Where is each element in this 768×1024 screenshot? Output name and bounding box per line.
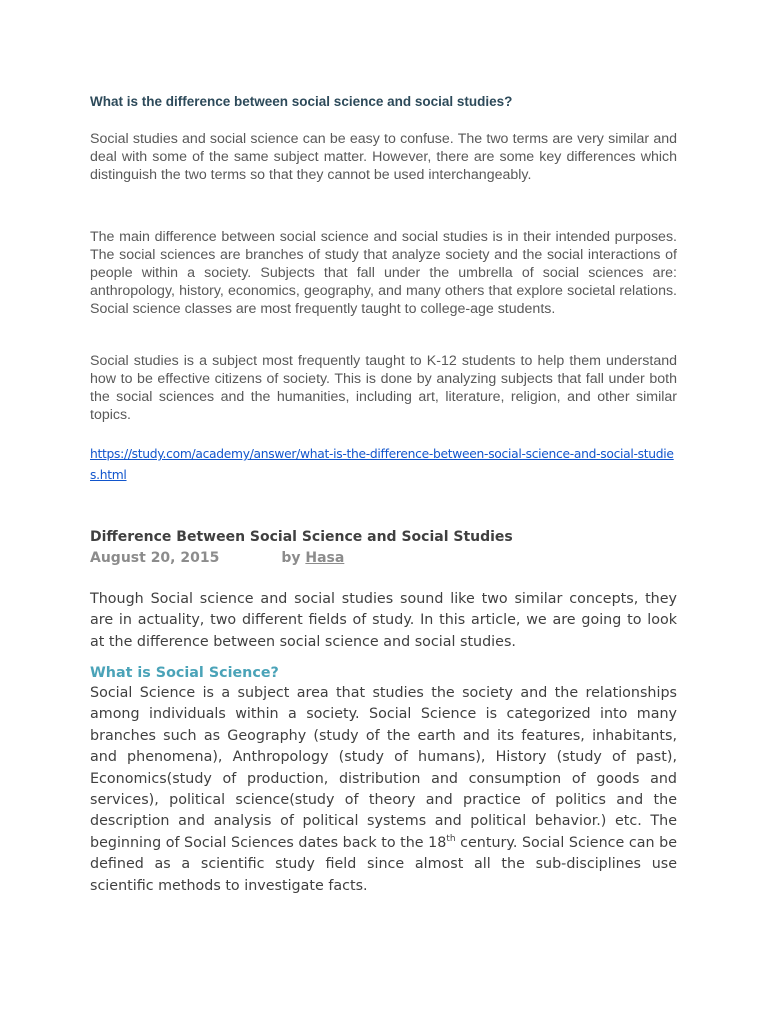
author-link[interactable]: Hasa [305,550,345,566]
by-label: by [281,550,301,566]
source-link[interactable]: https://study.com/academy/answer/what-is-the-difference-between-social-science-and-social-studies.html [90,447,674,482]
paragraph-main-difference: The main difference between social science and social studies is in their intended purposes. The social sciences are branches of study that analyze society and the social interactions of people within a society. Subjects that fall under the umbrella of social sciences are: anthropology, history, economics, geography, and many others that explore societal relations. Social science classes are most frequently taught to college-age students. [90,229,677,317]
paragraph-confusion: Social studies and social science can be easy to confuse. The two terms are very similar and deal with some of the same subject matter. However, there are some key differences which distinguish the two terms so that they cannot be used interchangeably. [90,131,677,183]
section-heading: What is Social Science? [90,665,279,681]
article-date: August 20, 2015 [90,550,220,566]
body-superscript: th [446,834,456,845]
body-text-part2: century. Social Science can be defined as a scientific study field since almost all the sub-disciplines use scientific methods to investigate facts. [90,834,677,894]
article-title: Difference Between Social Science and Social Studies [90,529,513,545]
question-title: What is the difference between social science and social studies? [90,94,513,109]
article-meta [90,548,677,568]
article-body [90,683,677,897]
article-intro: Though Social science and social studies sound like two similar concepts, they are in actuality, two different fields of study. In this article, we are going to look at the difference between social science and social studies. [90,591,677,650]
body-text-part1: Social Science is a subject area that studies the society and the relationships among individuals within a society. Social Science is categorized into many branches such as Geography (study of the earth and its features, inhabitants, and phenomena), Anthropology (study of humans), History (study of past), Economics(study of production, distribution and consumption of goods and services), political science(study of theory and practice of politics and the description and analysis of political systems and political behavior.) etc. The beginning of Social Sciences dates back to the 18 [90,685,677,851]
paragraph-social-studies: Social studies is a subject most frequently taught to K-12 students to help them understand how to be effective citizens of society. This is done by analyzing subjects that fall under both the social sciences and the humanities, including art, literature, religion, and other similar topics. [90,353,677,423]
